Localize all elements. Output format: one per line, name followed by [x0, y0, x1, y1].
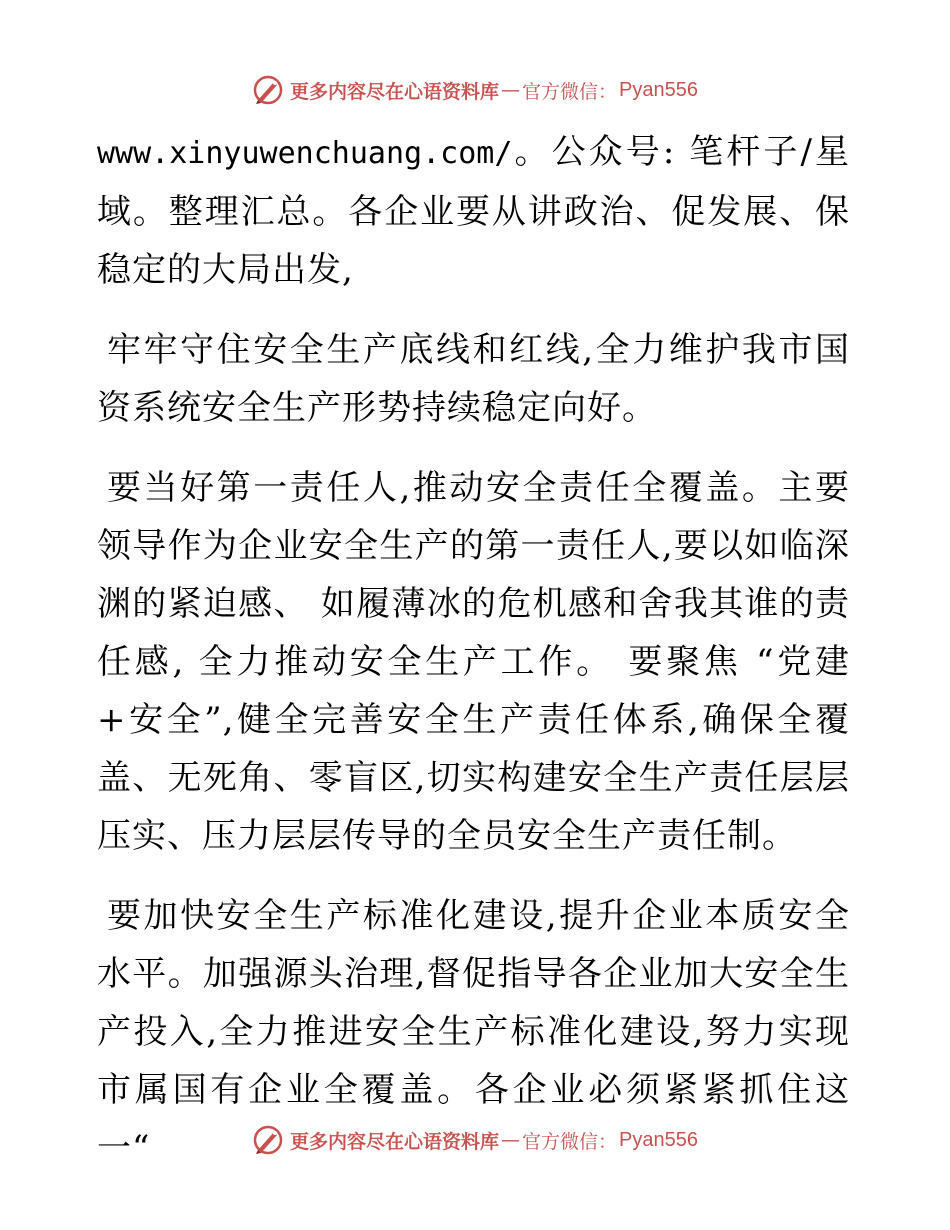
footer-banner — [0, 1120, 950, 1160]
header-wechat-label: 官方微信： — [522, 80, 618, 103]
header-promo-text: 更多内容尽在心语资料库 — [290, 80, 500, 103]
paragraph-4: 要加快安全生产标准化建设,提升企业本质安全水平。加强源头治理,督促指导各企业加大安全生产投入,全力推进安全生产标准化建设,努力实现市属国有企业全覆盖。各企业必须紧紧抓住这一“ — [97, 896, 850, 1168]
footer-promo-text: 更多内容尽在心语资料库 — [290, 1130, 500, 1153]
paragraph-3: 要当好第一责任人,推动安全责任全覆盖。主要领导作为企业安全生产的第一责任人,要以如临深渊的紧迫感、 如履薄冰的危机感和舍我其谁的责任感, 全力推动安全生产工作。 要聚焦 “党建+安全”,健全完善安全生产责任体系,确保全覆盖、无死角、零盲区,切实构建安全生产责任层层压实、压力层层传导的全员安全生产责任制。 — [97, 468, 850, 856]
pen-logo-icon — [252, 74, 284, 106]
document-body — [97, 123, 850, 1199]
footer-wechat-label: 官方微信： — [522, 1130, 618, 1153]
header-wechat-id: Pyan556 — [619, 78, 698, 101]
paragraph-1 — [97, 123, 850, 299]
footer-wechat-id: Pyan556 — [619, 1128, 698, 1151]
header-banner — [0, 70, 950, 110]
header-separator: — — [501, 79, 521, 101]
pen-logo-icon — [252, 1124, 284, 1156]
paragraph-1-text: 。公众号: 笔杆子/星域。整理汇总。各企业要从讲政治、促发展、保稳定的大局出发, — [97, 132, 850, 290]
website-url: www.xinyuwenchuang.com/ — [97, 136, 513, 171]
footer-separator: — — [501, 1129, 521, 1151]
paragraph-2: 牢牢守住安全生产底线和红线,全力维护我市国资系统安全生产形势持续稳定向好。 — [97, 330, 850, 428]
